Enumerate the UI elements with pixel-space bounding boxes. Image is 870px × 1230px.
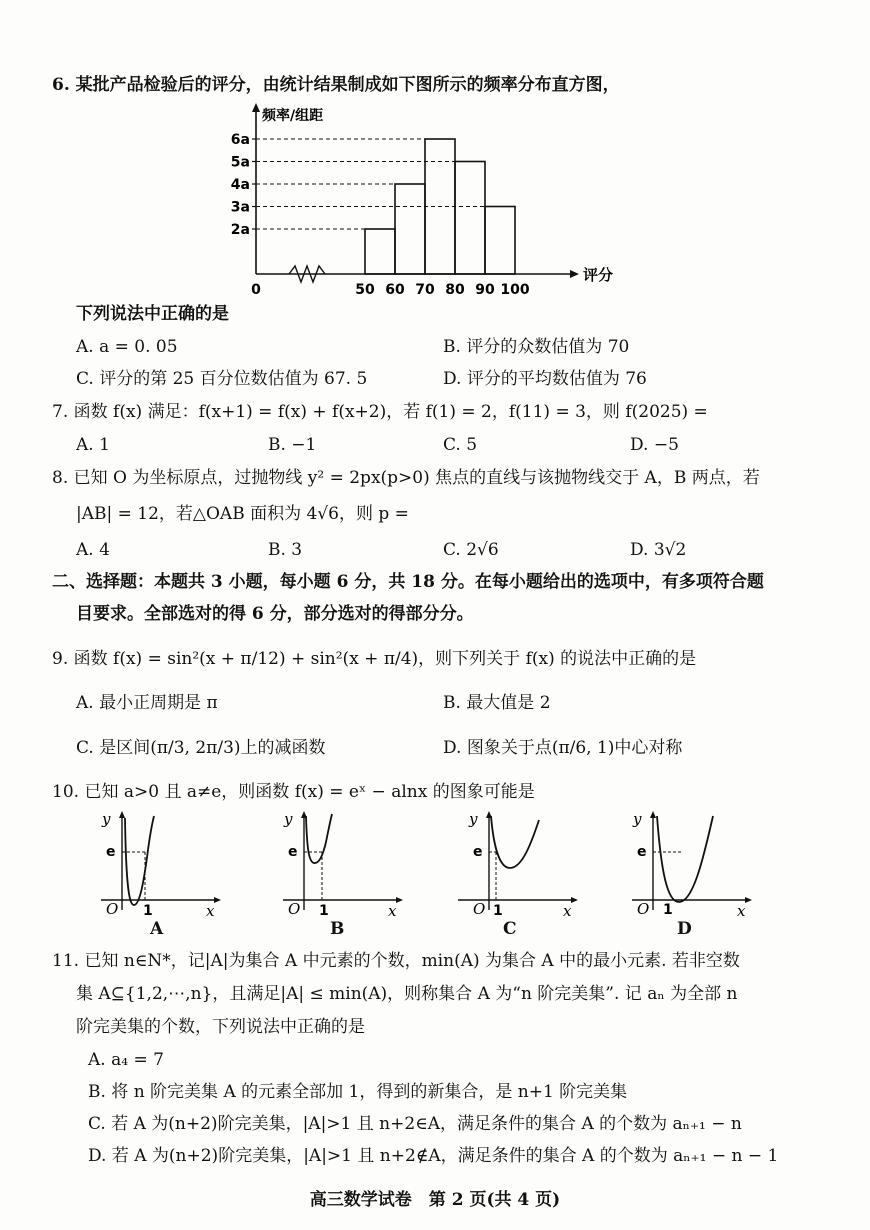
- section2-heading-line2: 目要求。全部选对的得 6 分，部分选对的得部分分。: [76, 604, 474, 624]
- y-tick-label: 5a: [230, 154, 250, 171]
- curve: [657, 816, 713, 902]
- tick-e: e: [106, 844, 116, 860]
- histogram-chart: [215, 100, 615, 300]
- bar-80-90: [455, 162, 485, 275]
- bar-90-100: [485, 207, 515, 275]
- q6-stem: 6. 某批产品检验后的评分，由统计结果制成如下图所示的频率分布直方图，: [52, 75, 620, 95]
- q8-stem-line1: 8. 已知 O 为坐标原点，过抛物线 y² = 2px(p>0) 焦点的直线与该抛物线交于 A，B 两点，若: [52, 468, 760, 488]
- axis-y-label: y: [284, 810, 293, 828]
- x-axis-arrow: [396, 897, 403, 903]
- graph-a-label: A: [150, 919, 164, 939]
- x-axis-arrow: [571, 897, 578, 903]
- q10-stem: 10. 已知 a>0 且 a≠e，则函数 f(x) = eˣ − alnx 的图象可能是: [52, 782, 535, 802]
- x-tick-label: 60: [385, 282, 405, 298]
- q8-option-c: C. 2√6: [443, 540, 499, 560]
- q8-option-d: D. 3√2: [630, 540, 687, 560]
- y-axis-arrow: [119, 811, 125, 818]
- q9-option-c: C. 是区间(π/3, 2π/3)上的减函数: [76, 738, 326, 758]
- tick-one: 1: [663, 902, 673, 918]
- x-axis-arrow: [570, 270, 579, 278]
- y-tick-label: 3a: [230, 199, 250, 216]
- tick-one: 1: [493, 903, 503, 919]
- x-axis-arrow: [214, 897, 221, 903]
- q7-option-d: D. −5: [630, 435, 679, 455]
- q9-option-d: D. 图象关于点(π/6, 1)中心对称: [443, 738, 683, 758]
- q11-option-a: A. a₄ = 7: [88, 1050, 164, 1070]
- origin-label: O: [473, 900, 486, 918]
- axis-x-label: x: [737, 902, 746, 920]
- q6-option-c: C. 评分的第 25 百分位数估值为 67. 5: [76, 369, 368, 389]
- y-tick-label: 6a: [230, 132, 250, 148]
- q7-option-b: B. −1: [268, 435, 317, 455]
- q6-option-b: B. 评分的众数估值为 70: [443, 337, 630, 357]
- tick-e: e: [473, 844, 483, 860]
- curve: [125, 816, 154, 905]
- q7-option-c: C. 5: [443, 435, 478, 455]
- axis-x-label: x: [206, 902, 215, 920]
- q11-stem-line1: 11. 已知 n∈N*，记|A|为集合 A 中元素的个数，min(A) 为集合 A 中的最小元素. 若非空数: [52, 951, 740, 971]
- y-axis-arrow: [252, 103, 260, 112]
- y-tick-label: 4a: [230, 177, 250, 193]
- q11-stem-line3: 阶完美集的个数，下列说法中正确的是: [76, 1017, 365, 1037]
- q8-option-b: B. 3: [268, 540, 303, 560]
- x-tick-label: 90: [475, 282, 495, 298]
- origin-label: O: [637, 900, 650, 918]
- x-axis-arrow: [745, 897, 752, 903]
- y-axis-label: 频率/组距: [262, 108, 324, 124]
- axis-y-label: y: [469, 810, 478, 828]
- tick-e: e: [288, 844, 298, 860]
- origin-label: O: [288, 900, 301, 918]
- x-tick-label: 100: [500, 282, 530, 298]
- page-footer: 高三数学试卷 第 2 页(共 4 页): [309, 1190, 561, 1210]
- q9-stem: 9. 函数 f(x) = sin²(x + π/12) + sin²(x + π/4)，则下列关于 f(x) 的说法中正确的是: [52, 649, 697, 669]
- q9-option-b: B. 最大值是 2: [443, 693, 551, 713]
- q11-option-d: D. 若 A 为(n+2)阶完美集，|A|>1 且 n+2∉A，满足条件的集合 A 的个数为 aₙ₊₁ − n − 1: [88, 1146, 779, 1166]
- y-tick-label: 2a: [230, 222, 250, 238]
- x-tick-label: 80: [445, 282, 465, 298]
- section2-heading-line1: 二、选择题：本题共 3 小题，每小题 6 分，共 18 分。在每小题给出的选项中，有多项符合题: [52, 572, 764, 592]
- bar-60-70: [395, 184, 425, 274]
- graph-d-label: D: [677, 919, 692, 939]
- x-axis-label: 评分: [583, 266, 614, 284]
- origin-label: O: [106, 900, 119, 918]
- q9-option-a: A. 最小正周期是 π: [76, 693, 218, 713]
- q8-option-a: A. 4: [76, 540, 110, 560]
- curve: [491, 816, 539, 868]
- x-tick-label: 70: [415, 282, 435, 298]
- x-tick-label: 50: [355, 282, 375, 298]
- q6-option-d: D. 评分的平均数估值为 76: [443, 369, 647, 389]
- x-tick-label: 0: [251, 282, 261, 298]
- bar-50-60: [365, 229, 395, 274]
- graph-d: [627, 810, 757, 940]
- curve: [306, 814, 332, 863]
- graph-c: [453, 810, 583, 940]
- axis-y-label: y: [633, 810, 642, 828]
- q6-question: 下列说法中正确的是: [76, 304, 229, 324]
- q11-stem-line2: 集 A⊆{1,2,⋯,n}，且满足|A| ≤ min(A)，则称集合 A 为“n 阶完美集”. 记 aₙ 为全部 n: [76, 984, 738, 1004]
- y-axis-arrow: [650, 811, 656, 818]
- tick-one: 1: [319, 903, 329, 919]
- graph-b-label: B: [330, 919, 345, 939]
- q6-option-a: A. a = 0. 05: [76, 337, 178, 357]
- axis-x-label: x: [388, 902, 397, 920]
- tick-one: 1: [143, 903, 153, 919]
- q7-option-a: A. 1: [76, 435, 110, 455]
- q8-stem-line2: |AB| = 12，若△OAB 面积为 4√6，则 p =: [76, 504, 409, 524]
- q7-stem: 7. 函数 f(x) 满足：f(x+1) = f(x) + f(x+2)，若 f(1) = 2，f(11) = 3，则 f(2025) =: [52, 402, 708, 422]
- tick-e: e: [637, 844, 647, 860]
- q11-option-b: B. 将 n 阶完美集 A 的元素全部加 1，得到的新集合，是 n+1 阶完美集: [88, 1082, 628, 1102]
- axis-y-label: y: [102, 810, 111, 828]
- graph-c-label: C: [503, 919, 517, 939]
- axis-x-label: x: [563, 902, 572, 920]
- q11-option-c: C. 若 A 为(n+2)阶完美集，|A|>1 且 n+2∈A，满足条件的集合 A 的个数为 aₙ₊₁ − n: [88, 1114, 742, 1134]
